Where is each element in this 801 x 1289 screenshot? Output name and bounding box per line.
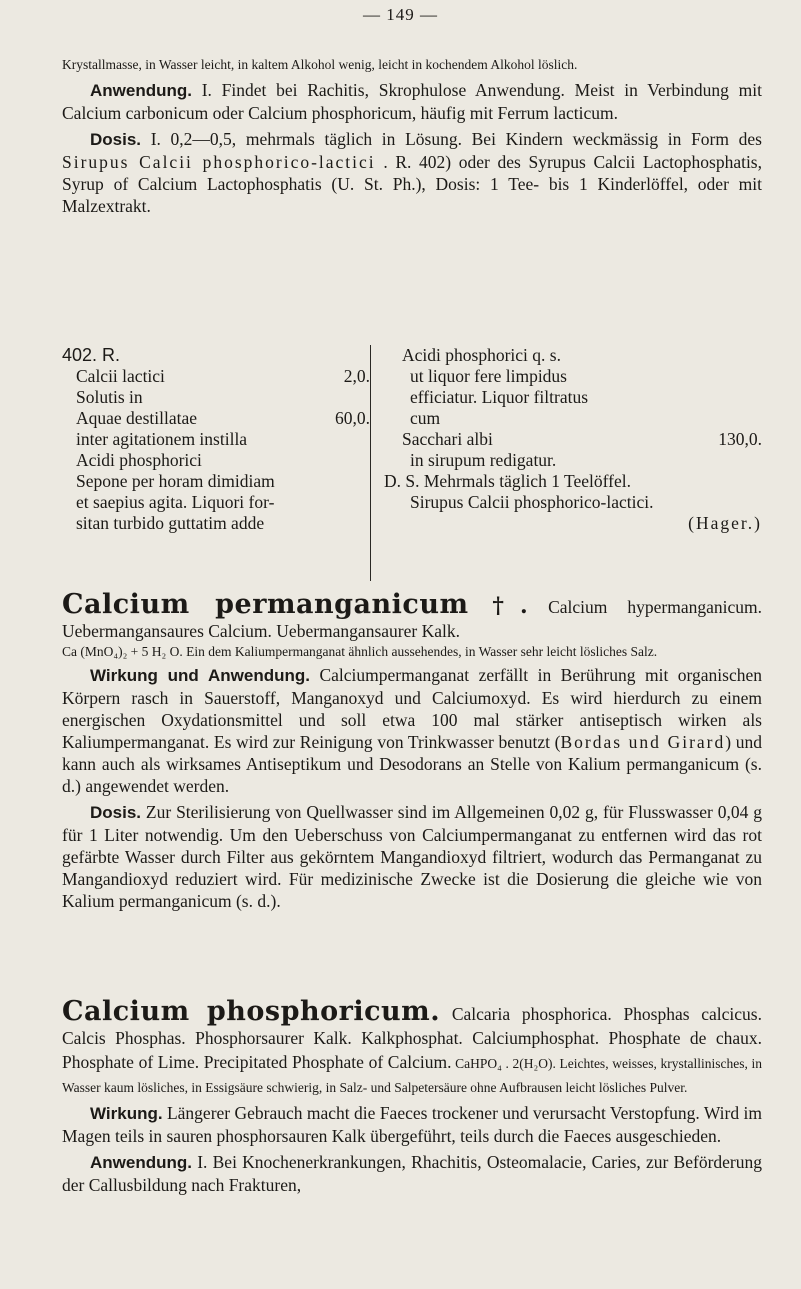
dosis-heading: Dosis. <box>90 130 142 149</box>
wirkung-text-a: Calciumpermanganat zerfällt in Berührung mit organischen Körpern rasch in Sauerstoff, Manganoxyd und Calciumoxyd. Es wird hierdurch zu einem energischen Oxydationsmittel und soll etwa 100 mal stärker antiseptisch wirken als Kaliumpermanganat. Es wird zur Reinigung von Trinkwasser benutzt ( <box>62 665 762 752</box>
recipe-line: in sirupum redigatur. <box>410 450 557 470</box>
phosphoricum-title-line <box>62 996 762 1098</box>
ingredient-name: Sacchari albi <box>402 429 493 449</box>
recipe-line: Acidi phosphorici q. s. <box>402 345 561 365</box>
phosphoricum-wirkung <box>62 1102 762 1147</box>
dosis-text-b: . R. 402) oder des Syrupus Calcii Lactophosphatis, Syrup of Calcium Lactophosphatis (U. St. Ph.), Dosis: 1 Tee- bis 1 Kinderlöffel, oder mit Malzextrakt. <box>62 152 762 216</box>
recipe-line: D. S. Mehrmals täglich 1 Teelöffel. <box>384 471 631 491</box>
ingredient-name: Calcii lactici <box>76 366 165 386</box>
permanganicum-wirkung <box>62 664 762 797</box>
permanganicum-title-line <box>62 589 762 643</box>
anwendung-heading: Anwendung. <box>90 81 192 100</box>
dosis-paragraph <box>62 128 762 217</box>
dosis-text: Zur Sterilisierung von Quellwasser sind im Allgemeinen 0,02 g, für Flusswasser 0,04 g für 1 Liter notwendig. Um den Ueberschuss von Calciumpermanganat zu entfernen wird das rot gefärbte Wasser durch Filter aus gekörntem Mangandioxyd filtriert, wodurch das Permanganat zu Mangandioxyd reduziert wird. Für medizinische Zwecke ist die Dosierung die gleiche wie von Kalium permanganicum (s. d.). <box>62 802 762 911</box>
phosphoricum-title: Calcium phosphoricum. <box>62 996 441 1027</box>
dagger-mark: †. <box>468 593 529 619</box>
recipe-line: Acidi phosphorici <box>76 450 202 470</box>
dosis-heading: Dosis. <box>90 803 142 822</box>
entry-phosphoricum <box>62 996 762 1196</box>
recipe-line: Sepone per horam dimidiam <box>76 471 275 491</box>
recipe-line: inter agitationem instilla <box>76 429 248 449</box>
wirkung-heading: Wirkung. <box>90 1104 163 1123</box>
entry-permanganicum <box>62 589 762 912</box>
recipe-line: Sirupus Calcii phosphorico-lactici. <box>410 492 654 512</box>
recipe-line <box>62 408 370 429</box>
page-number: — 149 — <box>363 5 438 24</box>
recipe-line <box>62 366 370 387</box>
author-names: Bordas und Girard <box>560 732 726 752</box>
recipe-line: ut liquor fere limpidus <box>410 366 567 386</box>
permanganicum-dosis <box>62 801 762 912</box>
wirkung-heading: Wirkung und Anwendung. <box>90 666 310 685</box>
recipe-right-column <box>384 345 762 534</box>
anwendung-text: I. Findet bei Rachitis, Skrophulose Anwendung. Meist in Verbindung mit Calcium carbonicum oder Calcium phosphoricum, häufig mit Ferrum lacticum. <box>62 80 762 123</box>
anwendung-paragraph <box>62 79 762 124</box>
recipe-line: Solutis in <box>76 387 143 407</box>
intro-solubility: Krystallmasse, in Wasser leicht, in kaltem Alkohol wenig, leicht in kochendem Alkohol löslich. <box>62 57 578 72</box>
ingredient-amount: 60,0. <box>335 408 370 428</box>
anwendung-heading: Anwendung. <box>90 1153 192 1172</box>
recipe-line: efficiatur. Liquor filtratus <box>410 387 589 407</box>
ingredient-name: Aquae destillatae <box>76 408 197 428</box>
wirkung-text-b: ) und kann auch als wirksames Antiseptikum und Desodorans an Stelle von Kalium permanganicum (s. d.) angewendet werden. <box>62 732 762 796</box>
recipe-divider <box>370 345 371 581</box>
recipe-line: cum <box>410 408 441 428</box>
recipe-line: et saepius agita. Liquori for- <box>76 492 275 512</box>
recipe-402 <box>62 345 762 585</box>
recipe-number: 402. R. <box>62 345 121 365</box>
recipe-author: (Hager.) <box>688 513 762 533</box>
sirupus-name: Sirupus Calcii phosphorico-lactici <box>62 152 376 172</box>
dosis-text-a: I. 0,2—0,5, mehrmals täglich in Lösung. Bei Kindern weckmässig in Form des <box>141 129 762 149</box>
ingredient-amount: 130,0. <box>718 429 762 449</box>
entry-intro <box>62 56 762 217</box>
permanganicum-synonyms: Calcium hypermanganicum. Uebermangansaures Calcium. Uebermangansaurer Kalk. <box>62 597 762 641</box>
recipe-line <box>384 429 762 450</box>
recipe-left-column <box>62 345 370 534</box>
phosphoricum-anwendung <box>62 1151 762 1196</box>
anwendung-text: I. Bei Knochenerkrankungen, Rhachitis, Osteomalacie, Caries, zur Beförderung der Callusbildung nach Frakturen, <box>62 1152 762 1195</box>
permanganicum-formula: Ca (MnO₄)₂ + 5 H₂ O. Ein dem Kaliumpermanganat ähnlich aussehendes, in Wasser sehr leicht lösliches Salz. <box>62 644 658 659</box>
phosphoricum-formula: CaHPO₄ . 2(H₂O). Leichtes, weisses, krystallinisches, in Wasser kaum lösliches, in Essigsäure schwierig, in Salz- und Salpetersäure ohne Aufbrausen leicht lösliches Pulver. <box>62 1056 762 1095</box>
permanganicum-title: Calcium permanganicum <box>62 589 469 620</box>
phosphoricum-synonyms: Calcaria phosphorica. Phosphas calcicus. Calcis Phosphas. Phosphorsaurer Kalk. Kalkphosphat. Calciumphosphat. Phosphate de chaux. Phosphate of Lime. Precipitated Phosphate of Calcium. <box>62 1004 762 1072</box>
recipe-line: sitan turbido guttatim adde <box>76 513 265 533</box>
wirkung-text: Längerer Gebrauch macht die Faeces trockener und verursacht Verstopfung. Wird im Magen teils in sauren phosphorsauren Kalk übergeführt, teils durch die Faeces ausgeschieden. <box>62 1103 762 1146</box>
ingredient-amount: 2,0. <box>343 366 370 386</box>
